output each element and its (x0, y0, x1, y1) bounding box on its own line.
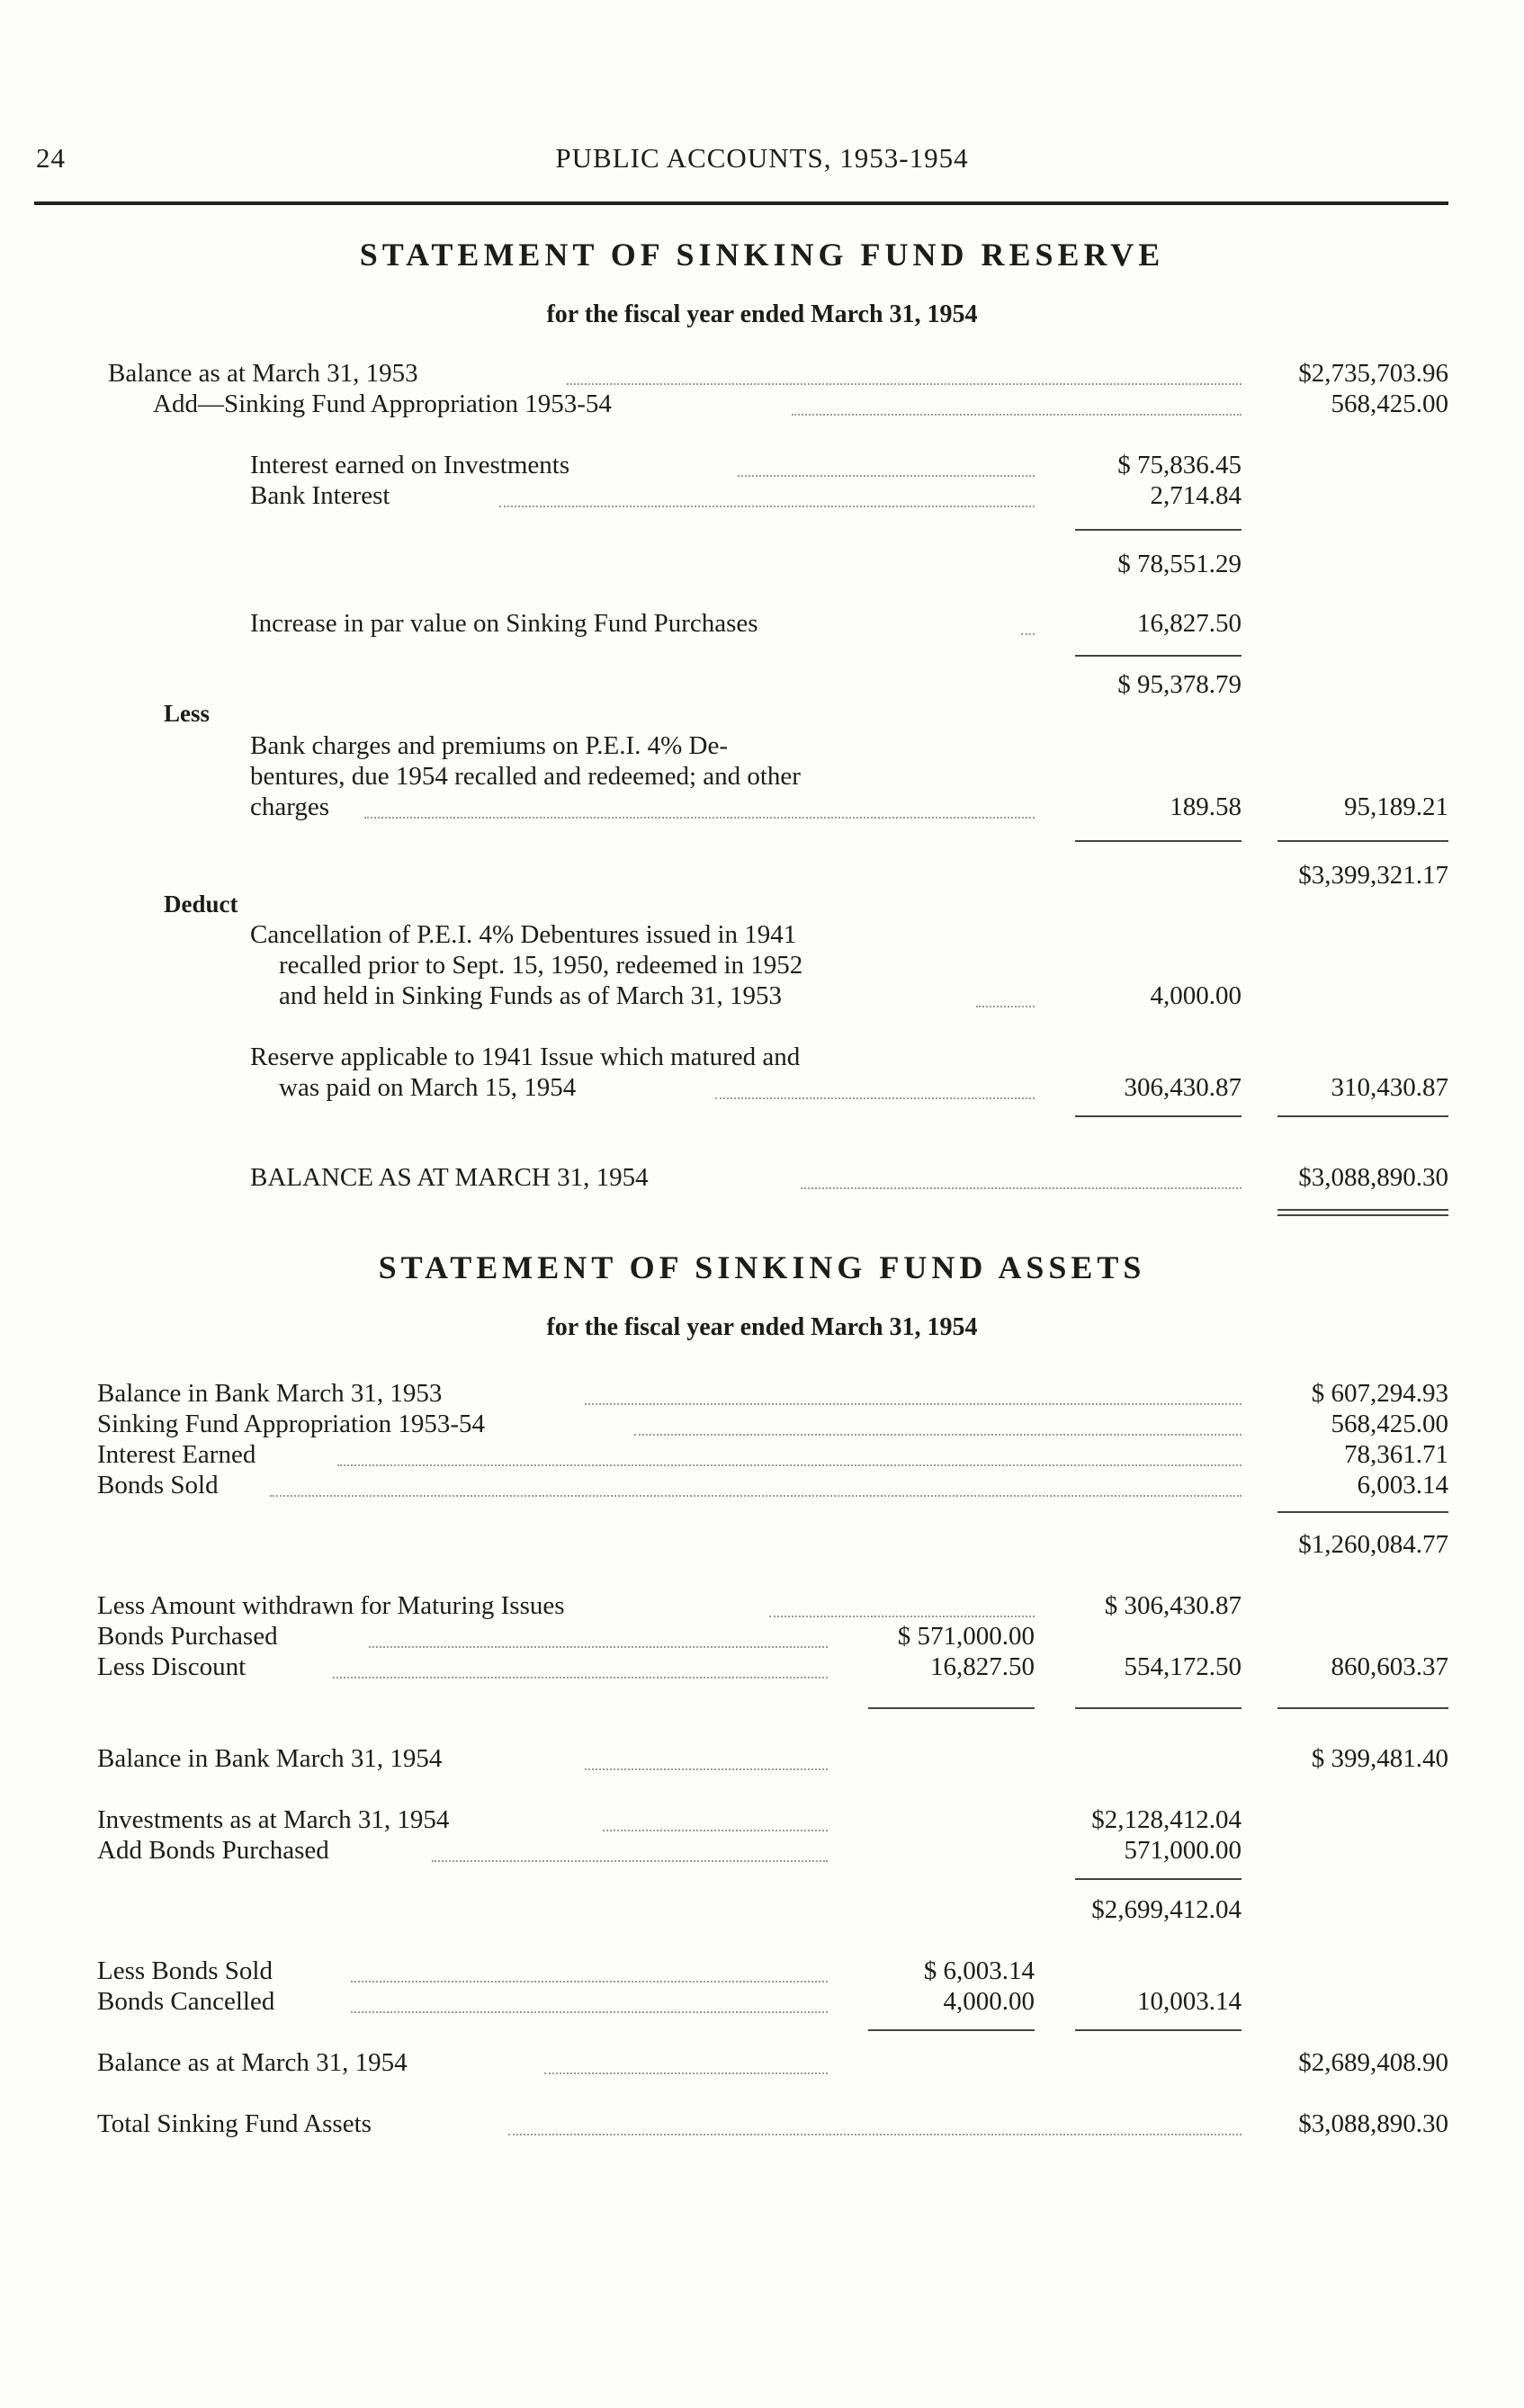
reserve-1941-line-1: Reserve applicable to 1941 Issue which matured and (250, 1043, 801, 1071)
bank-1954-value: $ 399,481.40 (1311, 1744, 1448, 1773)
subtotal-2-value: $ 95,378.79 (1117, 670, 1242, 699)
sum-rule (1075, 840, 1242, 842)
interest-earned-label: Interest Earned (97, 1440, 256, 1469)
par-increase-value: 16,827.50 (1137, 609, 1242, 638)
leader-dots (738, 475, 1035, 477)
charges-line-3: charges (250, 792, 330, 821)
bonds-sold-label: Bonds Sold (97, 1471, 219, 1499)
sum-rule (868, 1707, 1035, 1709)
page-number: 24 (36, 142, 66, 174)
payments-total-value: 860,603.37 (1331, 1652, 1448, 1681)
cancellation-value: 4,000.00 (1150, 981, 1242, 1010)
sum-rule (1277, 1511, 1448, 1513)
sum-rule (868, 2029, 1035, 2031)
less-bonds-sold-value: $ 6,003.14 (923, 1956, 1035, 1985)
interest-investments-label: Interest earned on Investments (250, 451, 570, 479)
asset-appropriation-value: 568,425.00 (1331, 1410, 1448, 1438)
leader-dots (508, 2134, 1242, 2135)
balance-1953-label: Balance as at March 31, 1953 (108, 359, 418, 388)
net-additions-value: 95,189.21 (1344, 792, 1448, 821)
leader-dots (369, 1646, 828, 1648)
sum-rule (1075, 1707, 1242, 1709)
sum-rule (1075, 1115, 1242, 1117)
reductions-value: 10,003.14 (1137, 1987, 1242, 2016)
sum-rule (1075, 529, 1242, 531)
bonds-purchased-label: Bonds Purchased (97, 1622, 278, 1651)
investment-balance-value: $2,689,408.90 (1298, 2048, 1448, 2077)
final-balance-label: BALANCE AS AT MARCH 31, 1954 (250, 1163, 649, 1192)
less-bonds-sold-label: Less Bonds Sold (97, 1956, 273, 1985)
sum-rule (1277, 1115, 1448, 1117)
sum-rule (1075, 1878, 1242, 1880)
leader-dots (270, 1495, 1242, 1497)
leader-dots (499, 506, 1035, 507)
header-rule (34, 201, 1448, 205)
investments-label: Investments as at March 31, 1954 (97, 1805, 450, 1834)
leader-dots (432, 1860, 828, 1862)
total-assets-value: $3,088,890.30 (1298, 2109, 1448, 2138)
discount-value: 16,827.50 (930, 1652, 1035, 1681)
leader-dots (603, 1830, 828, 1831)
sum-rule (1277, 1214, 1448, 1216)
withdrawn-value: $ 306,430.87 (1104, 1591, 1242, 1620)
bank-interest-label: Bank Interest (250, 481, 390, 510)
leader-dots (801, 1187, 1242, 1189)
interest-earned-value: 78,361.71 (1344, 1440, 1448, 1469)
bank-1954-label: Balance in Bank March 31, 1954 (97, 1744, 443, 1773)
leader-dots (1021, 633, 1035, 635)
leader-dots (769, 1616, 1035, 1617)
leader-dots (634, 1434, 1242, 1436)
assets-title: STATEMENT OF SINKING FUND ASSETS (378, 1249, 1146, 1285)
cancellation-line-2: recalled prior to Sept. 15, 1950, redeemed in 1952 (279, 951, 803, 980)
sum-rule (1075, 655, 1242, 657)
investment-balance-label: Balance as at March 31, 1954 (97, 2048, 408, 2077)
reserve-1941-value: 306,430.87 (1124, 1073, 1242, 1102)
deduct-total-value: 310,430.87 (1331, 1073, 1448, 1102)
leader-dots (544, 2072, 828, 2074)
leader-dots (364, 817, 1035, 819)
bank-1953-label: Balance in Bank March 31, 1953 (97, 1379, 443, 1408)
appropriation-value: 568,425.00 (1331, 389, 1448, 418)
assets-subtitle: for the fiscal year ended March 31, 1954 (546, 1313, 978, 1341)
sum-rule (1277, 1707, 1448, 1709)
deduct-label: Deduct (164, 891, 238, 918)
reserve-subtitle: for the fiscal year ended March 31, 1954 (546, 300, 978, 328)
reserve-title: STATEMENT OF SINKING FUND RESERVE (359, 237, 1165, 273)
cancellation-line-1: Cancellation of P.E.I. 4% Debentures issued in 1941 (250, 920, 797, 949)
leader-dots (585, 1768, 828, 1770)
bonds-sold-value: 6,003.14 (1357, 1471, 1448, 1499)
running-title: PUBLIC ACCOUNTS, 1953-1954 (555, 142, 969, 174)
gross-total-value: $3,399,321.17 (1298, 861, 1448, 890)
add-bonds-value: 571,000.00 (1124, 1836, 1242, 1865)
leader-dots (585, 1403, 1242, 1405)
leader-dots (976, 1006, 1035, 1007)
less-label: Less (164, 700, 211, 727)
leader-dots (715, 1097, 1035, 1099)
sum-rule (1075, 2029, 1242, 2031)
bonds-cancelled-value: 4,000.00 (943, 1987, 1035, 2016)
bonds-cancelled-label: Bonds Cancelled (97, 1987, 275, 2016)
charges-value: 189.58 (1170, 792, 1242, 821)
net-purchase-value: 554,172.50 (1124, 1652, 1242, 1681)
reserve-1941-line-2: was paid on March 15, 1954 (279, 1073, 577, 1102)
asset-appropriation-label: Sinking Fund Appropriation 1953-54 (97, 1410, 485, 1438)
leader-dots (351, 1981, 828, 1983)
sum-rule (1277, 840, 1448, 842)
investments-value: $2,128,412.04 (1091, 1805, 1242, 1834)
investments-total-value: $2,699,412.04 (1091, 1895, 1242, 1924)
subtotal-1-value: $ 78,551.29 (1117, 550, 1242, 578)
charges-line-2: bentures, due 1954 recalled and redeemed; and other (250, 762, 801, 791)
balance-1953-value: $2,735,703.96 (1298, 359, 1448, 388)
cancellation-line-3: and held in Sinking Funds as of March 31, 1953 (279, 981, 783, 1010)
interest-investments-value: $ 75,836.45 (1117, 451, 1242, 479)
withdrawn-label: Less Amount withdrawn for Maturing Issues (97, 1591, 565, 1620)
charges-line-1: Bank charges and premiums on P.E.I. 4% De- (250, 731, 729, 760)
bank-1953-value: $ 607,294.93 (1311, 1379, 1448, 1408)
sum-rule (1277, 1209, 1448, 1211)
par-increase-label: Increase in par value on Sinking Fund Purchases (250, 609, 758, 638)
leader-dots (567, 383, 1242, 385)
discount-label: Less Discount (97, 1652, 247, 1681)
leader-dots (333, 1677, 828, 1678)
receipts-total-value: $1,260,084.77 (1298, 1530, 1448, 1559)
final-balance-value: $3,088,890.30 (1298, 1163, 1448, 1192)
leader-dots (351, 2011, 828, 2013)
add-bonds-label: Add Bonds Purchased (97, 1836, 329, 1865)
bank-interest-value: 2,714.84 (1150, 481, 1242, 510)
leader-dots (792, 414, 1242, 416)
leader-dots (337, 1464, 1242, 1466)
total-assets-label: Total Sinking Fund Assets (97, 2109, 372, 2138)
appropriation-label: Add—Sinking Fund Appropriation 1953-54 (153, 389, 612, 418)
bonds-purchased-value: $ 571,000.00 (897, 1622, 1035, 1651)
